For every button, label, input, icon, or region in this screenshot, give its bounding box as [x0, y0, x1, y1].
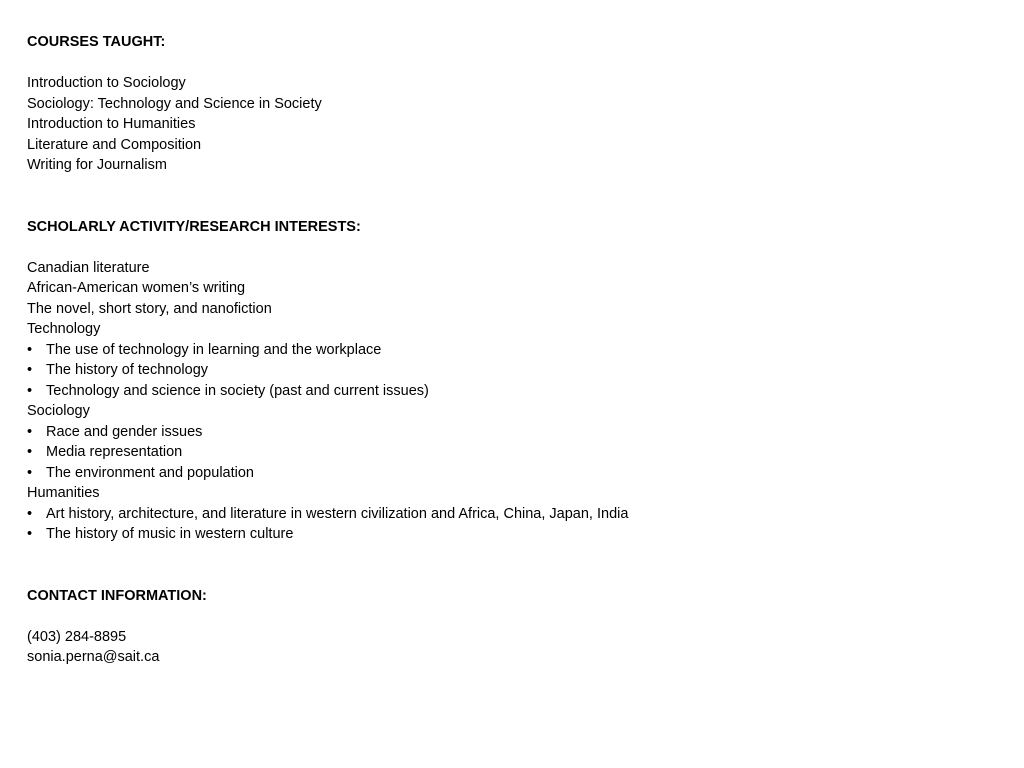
bullet-text: Media representation	[46, 444, 183, 460]
bullet-icon: •	[27, 423, 33, 440]
spacer	[27, 606, 1024, 627]
course-item: Literature and Composition	[27, 136, 202, 153]
spacer	[27, 176, 1024, 217]
bullet-text: The history of technology	[46, 362, 209, 378]
bullet-icon: •	[27, 526, 33, 542]
bullet-text: The environment and population	[46, 464, 254, 481]
bullet-text: The history of music in western culture	[46, 526, 294, 542]
bullet-text: Race and gender issues	[46, 423, 203, 440]
research-bullet-item	[27, 381, 1024, 402]
contact-email: sonia.perna@sait.ca	[27, 649, 160, 665]
course-item: Introduction to Humanities	[27, 116, 196, 132]
contact-phone: (403) 284-8895	[27, 628, 127, 645]
research-bullet-item	[27, 524, 1024, 545]
research-bullet-item	[27, 504, 1024, 525]
research-item: The novel, short story, and nanofiction	[27, 300, 272, 317]
research-bullet-item	[27, 360, 1024, 381]
courses-heading: COURSES TAUGHT:	[27, 34, 166, 50]
contact-heading: CONTACT INFORMATION:	[27, 587, 207, 604]
spacer	[27, 545, 1024, 586]
research-item: Canadian literature	[27, 259, 150, 276]
course-item: Sociology: Technology and Science in Society	[27, 95, 322, 112]
bullet-text: The use of technology in learning and the workplace	[46, 341, 382, 358]
bullet-icon: •	[27, 444, 33, 460]
bullet-text: Art history, architecture, and literature in western civilization and Africa, China, Japan, India	[46, 505, 629, 522]
bullet-icon: •	[27, 362, 33, 378]
bullet-text: Technology and science in society (past and current issues)	[46, 382, 429, 399]
spacer	[27, 53, 1024, 74]
research-item: African-American women’s writing	[27, 280, 246, 296]
bullet-icon: •	[27, 505, 33, 522]
research-group-humanities: Humanities	[27, 485, 100, 501]
research-group-technology: Technology	[27, 321, 101, 337]
research-bullet-item	[27, 340, 1024, 361]
bullet-icon: •	[27, 382, 33, 399]
course-item: Writing for Journalism	[27, 157, 167, 173]
course-item: Introduction to Sociology	[27, 75, 186, 91]
research-group-sociology: Sociology	[27, 403, 90, 419]
research-heading: SCHOLARLY ACTIVITY/RESEARCH INTERESTS:	[27, 218, 361, 235]
bullet-icon: •	[27, 464, 33, 481]
spacer	[27, 237, 1024, 258]
research-bullet-item	[27, 463, 1024, 484]
bullet-icon: •	[27, 341, 33, 358]
research-bullet-item	[27, 422, 1024, 443]
research-bullet-item	[27, 442, 1024, 463]
